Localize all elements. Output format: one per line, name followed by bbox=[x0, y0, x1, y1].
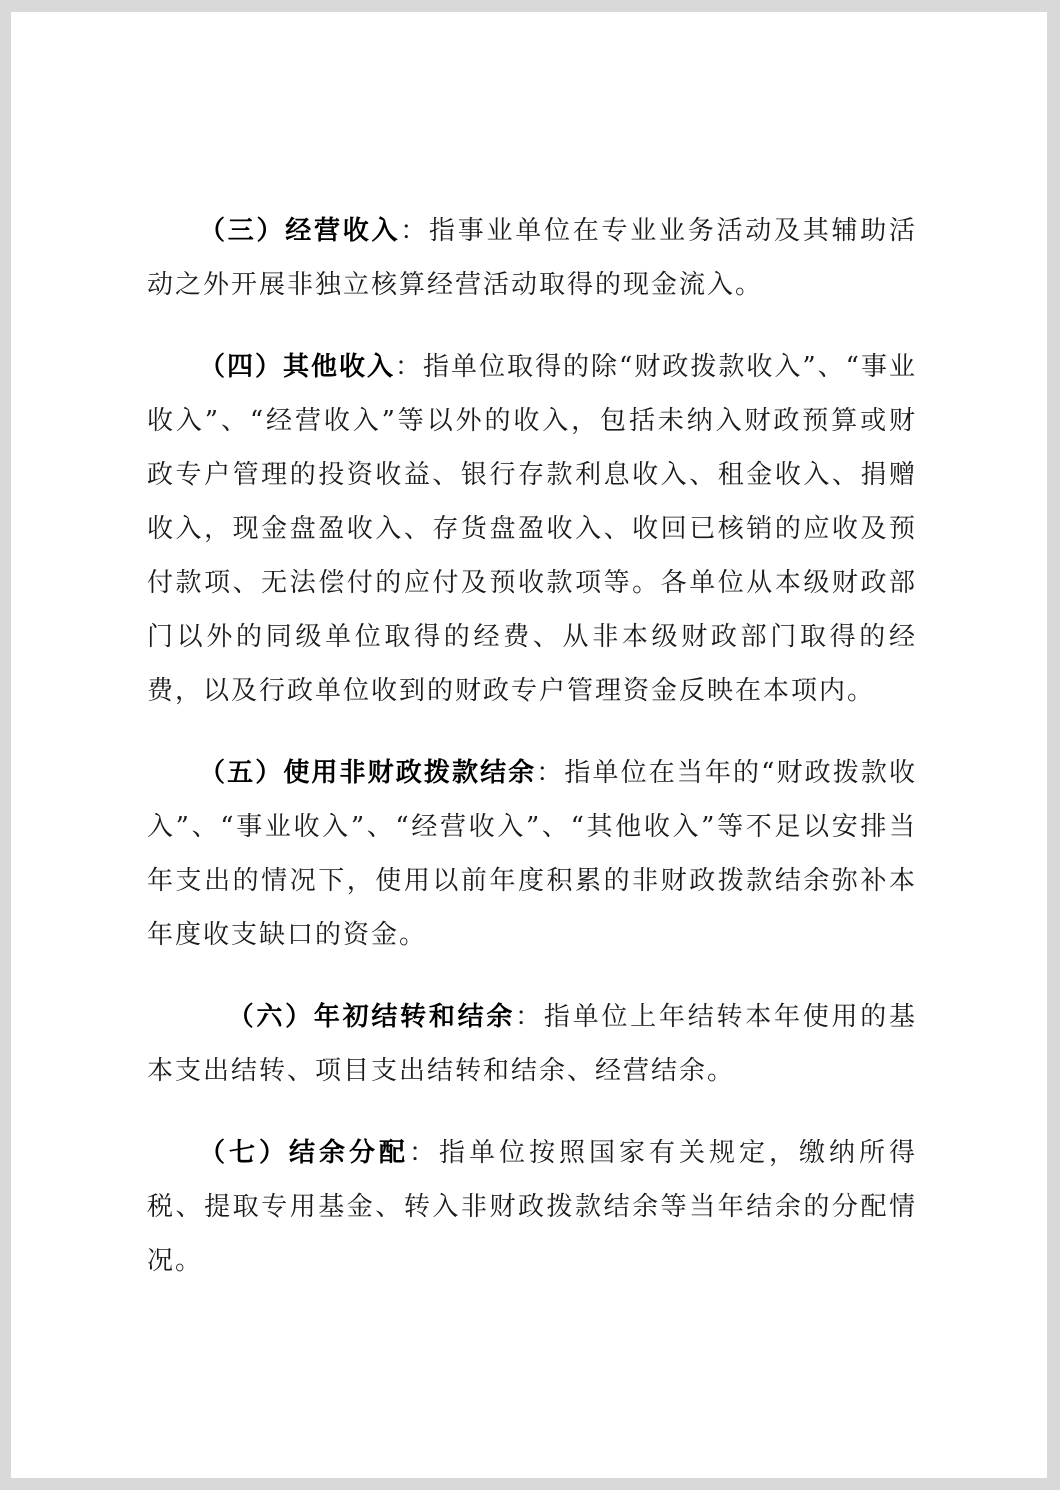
section-text: ：指单位上年结转本年使用的基本支出结转、项目支出结转和结余、经营结余。 bbox=[147, 1002, 917, 1086]
section-heading: （七）结余分配 bbox=[199, 1138, 409, 1168]
section-balance-distribution bbox=[147, 1126, 917, 1288]
section-heading: （六）年初结转和结余 bbox=[227, 1002, 516, 1032]
document-page bbox=[11, 12, 1047, 1478]
section-heading: （五）使用非财政拨款结余 bbox=[199, 758, 537, 788]
section-operating-income bbox=[147, 204, 917, 312]
section-carryover-and-balance bbox=[147, 990, 917, 1098]
section-text: ：指单位取得的除“财政拨款收入”、“事业收入”、“经营收入”等以外的收入，包括未纳入财政预算或财政专户管理的投资收益、银行存款利息收入、租金收入、捐赠收入，现金盘盈收入、存货盘盈收入、收回已核销的应收及预付款项、无法偿付的应付及预收款项等。各单位从本级财政部门以外的同级单位取得的经费、从非本级财政部门取得的经费，以及行政单位收到的财政专户管理资金反映在本项内。 bbox=[147, 352, 917, 706]
section-heading: （四）其他收入 bbox=[199, 352, 396, 382]
document-body bbox=[147, 204, 917, 1316]
section-text: ：指单位按照国家有关规定，缴纳所得税、提取专用基金、转入非财政拨款结余等当年结余的分配情况。 bbox=[147, 1138, 917, 1276]
section-heading: （三）经营收入 bbox=[199, 216, 401, 246]
section-other-income bbox=[147, 340, 917, 718]
section-text: ：指单位在当年的“财政拨款收入”、“事业收入”、“经营收入”、“其他收入”等不足以安排当年支出的情况下，使用以前年度积累的非财政拨款结余弥补本年度收支缺口的资金。 bbox=[147, 758, 917, 950]
section-use-of-non-fiscal-balance bbox=[147, 746, 917, 962]
section-text: ：指事业单位在专业业务活动及其辅助活动之外开展非独立核算经营活动取得的现金流入。 bbox=[147, 216, 917, 300]
